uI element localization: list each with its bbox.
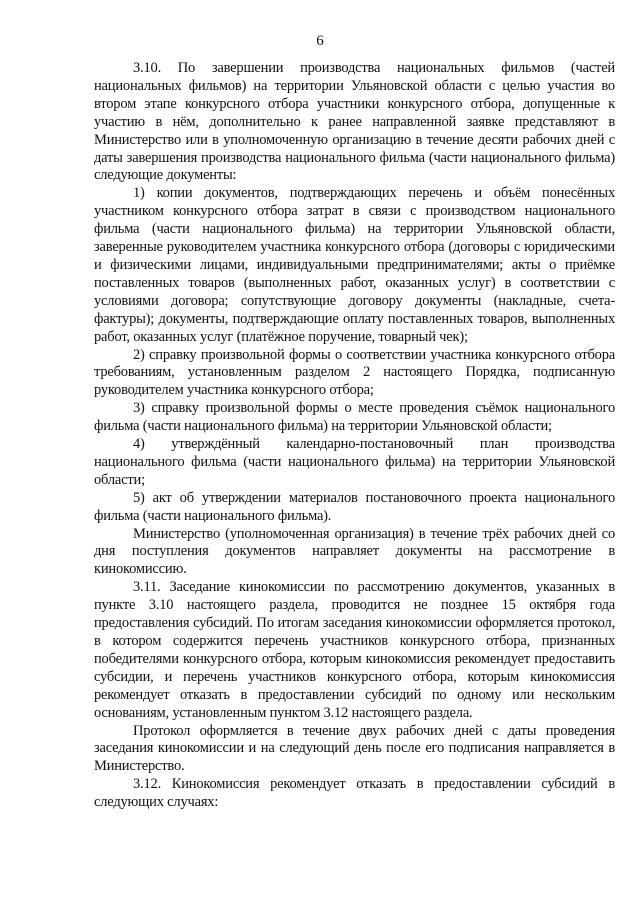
paragraph-item-5: 5) акт об утверждении материалов постановочного проекта национального фильма (части национального фильма). [94,489,615,524]
paragraph-ministry: Министерство (уполномоченная организация) в течение трёх рабочих дней со дня поступления документов направляет документы на рассмотрение в кинокомиссию. [94,525,615,578]
paragraph-protocol: Протокол оформляется в течение двух рабочих дней с даты проведения заседания кинокомиссии и на следующий день после его подписания направляется в Министерство. [94,722,615,775]
page-number: 6 [316,33,324,49]
paragraph-item-4: 4) утверждённый календарно-постановочный план производства национального фильма (части национального фильма) на территории Ульяновской области; [94,436,615,488]
paragraph-item-3: 3) справку произвольной формы о месте проведения съёмок национального фильма (части национального фильма) на территории Ульяновской области; [94,400,615,435]
paragraph-item-2: 2) справку произвольной формы о соответствии участника конкурсного отбора требованиям, установленным разделом 2 настоящего Порядка, подписанную руководителем участника конкурсного отбора; [94,346,615,399]
paragraph-3-12: 3.12. Кинокомиссия рекомендует отказать в предоставлении субсидий в следующих случаях: [94,776,615,811]
paragraph-3-11: 3.11. Заседание кинокомиссии по рассмотрению документов, указанных в пункте 3.10 настоящего раздела, проводится не позднее 15 октября года предоставления субсидий. По итогам заседания кинокомиссии оформляется протокол, в котором содержится перечень участников конкурсного отбора, признанных победителями конкурсного отбора, которым кинокомиссия рекомендует предоставить субсидии, и перечень участников конкурсного отбора, которым кинокомиссия рекомендует отказать в предоставлении субсидий по одному или нескольким основаниям, установленным пунктом 3.12 настоящего раздела. [94,579,615,721]
document-body [94,60,615,812]
paragraph-3-10: 3.10. По завершении производства национальных фильмов (частей национальных фильмов) на территории Ульяновской области с целью участия во втором этапе конкурсного отбора участники конкурсного отбора, допущенные к участию в нём, дополнительно к ранее направленной заявке представляют в Министерство или в уполномоченную организацию в течение десяти рабочих дней с даты завершения производства национального фильма (части национального фильма) следующие документы: [94,60,615,184]
paragraph-item-1: 1) копии документов, подтверждающих перечень и объём понесённых участником конкурсного отбора затрат в связи с производством национального фильма (части национального фильма) на территории Ульяновской области, заверенные руководителем участника конкурсного отбора (договоры с юридическими и физическими лицами, индивидуальными предпринимателями; акты о приёмке поставленных товаров (выполненных работ, оказанных услуг) в соответствии с условиями договора; сопутствующие договору документы (накладные, счета-фактуры); документы, подтверждающие оплату поставленных товаров, выполненных работ, оказанных услуг (платёжное поручение, товарный чек); [94,185,615,345]
